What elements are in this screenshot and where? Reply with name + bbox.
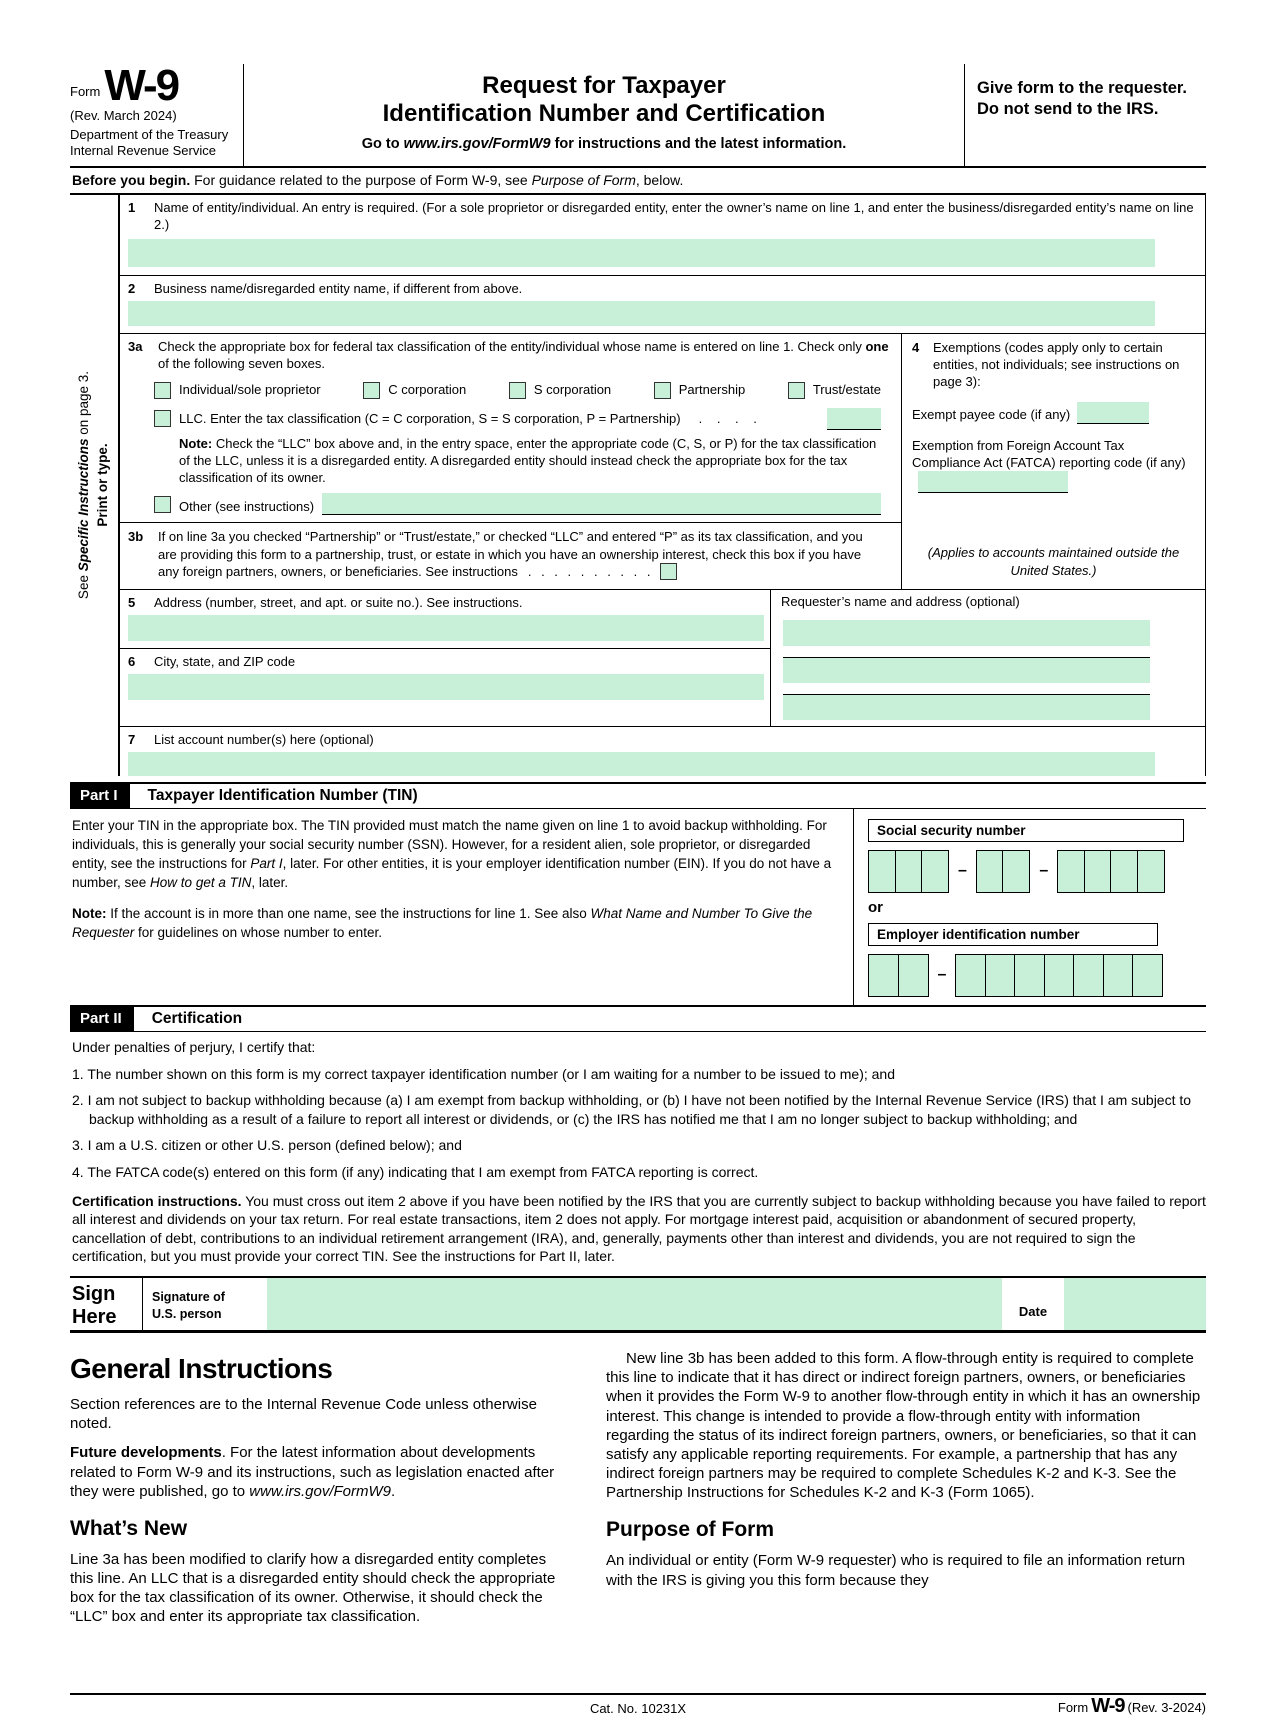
ssn-dash: – (958, 862, 967, 880)
page-title: Request for Taxpayer Identification Number and Certification (382, 72, 826, 127)
option-trust-estate: Trust/estate (788, 381, 881, 398)
ein-boxes (868, 954, 1200, 997)
signature-row (70, 1276, 1206, 1333)
line-5-row (120, 590, 770, 649)
ssn-digit-cell[interactable] (921, 850, 949, 893)
applies-note: (Applies to accounts maintained outside the United States.) (927, 545, 1180, 578)
form-body (70, 195, 1206, 776)
ein-digit-cell[interactable] (955, 954, 986, 997)
exemptions-column (902, 334, 1205, 589)
ein-digit-cell[interactable] (868, 954, 899, 997)
line-number: 2 (128, 281, 136, 296)
business-name-input[interactable] (128, 301, 1155, 326)
line-number: 4 (912, 340, 920, 356)
checkbox-llc[interactable] (154, 410, 171, 427)
line-5-label: Address (number, street, and apt. or suite no.). See instructions. (154, 594, 523, 610)
signature-input[interactable] (267, 1278, 1002, 1330)
line-7-row (120, 727, 1205, 776)
exempt-payee-label: Exempt payee code (if any) (912, 407, 1071, 423)
or-label: or (868, 898, 883, 916)
checkbox-trust-estate[interactable] (788, 382, 805, 399)
part2-title: Certification (151, 1009, 243, 1027)
instructions-left-column (70, 1349, 572, 1637)
requester-column (770, 590, 1205, 726)
line-6-label: City, state, and ZIP code (154, 653, 296, 669)
exemptions-label: Exemptions (codes apply only to certain entities, not individuals; see instructions on page 3): (933, 340, 1180, 390)
ein-digit-cell[interactable] (1103, 954, 1134, 997)
option-partnership: Partnership (654, 381, 745, 398)
part1-text (70, 809, 854, 1005)
line-number: 6 (128, 653, 136, 669)
date-input[interactable] (1064, 1278, 1206, 1330)
line-1-row (120, 195, 1205, 276)
certification-item-1: 1. The number shown on this form is my correct taxpayer identification number (or I am waiting for a number to be issued to me); and (72, 1065, 896, 1082)
other-row (154, 493, 881, 515)
line-7-label: List account number(s) here (optional) (154, 731, 374, 747)
certification-item-3: 3. I am a U.S. citizen or other U.S. person (defined below); and (72, 1137, 462, 1154)
line-3-row (120, 334, 1205, 590)
tin-note: Note: If the account is in more than one name, see the instructions for line 1. See also What Name and Number To Give the Requester for guidelines on whose number to enter. (72, 906, 813, 941)
future-developments-paragraph: Future developments. For the latest information about developments related to Form W-9 and its instructions, such as legislation enacted after they were published, go to www.irs.gov/FormW9. (70, 1444, 555, 1500)
ssn-boxes (868, 850, 1200, 893)
w9-form-page (70, 0, 1206, 1729)
general-instructions-title: General Instructions (70, 1352, 333, 1384)
print-or-type-label: Print or type. (95, 443, 110, 527)
line-1-label: Name of entity/individual. An entry is required. (For a sole proprietor or disregarded entity, enter the owner’s name on line 1, and enter the business/disregarded entity’s name on line 2.) (154, 199, 1194, 232)
other-classification-input[interactable] (322, 493, 881, 515)
ein-digit-cell[interactable] (985, 954, 1016, 997)
line-2-row (120, 276, 1205, 334)
irs-url-link[interactable]: www.irs.gov/FormW9 (403, 136, 551, 153)
line-3a-label: Check the appropriate box for federal tax classification of the entity/individual whose name is entered on line 1. Check only one of the following seven boxes. (158, 339, 889, 372)
fatca-row (912, 437, 1195, 493)
catalog-number: Cat. No. 10231X (589, 1700, 687, 1716)
ein-digit-cell[interactable] (1132, 954, 1163, 997)
purpose-paragraph: An individual or entity (Form W-9 requester) who is required to file an information return with the IRS is giving you this form because they (606, 1552, 1186, 1589)
fatca-label: Exemption from Foreign Account Tax Compliance Act (FATCA) reporting code (if any) (912, 437, 1186, 470)
exempt-payee-row (912, 402, 1195, 424)
option-individual: Individual/sole proprietor (154, 381, 321, 398)
line-3a-section (120, 334, 901, 515)
goto-line: Go to www.irs.gov/FormW9 for instructions and the latest information. (361, 136, 847, 153)
tin-entry-area (854, 809, 1206, 1005)
line-3b-section (120, 522, 901, 589)
ssn-digit-cell[interactable] (1137, 850, 1165, 893)
fatca-code-input[interactable] (918, 471, 1068, 493)
ssn-digit-cell[interactable] (1002, 850, 1030, 893)
ein-dash: – (937, 966, 947, 984)
part2-tag: Part II (70, 1007, 134, 1031)
dot-leader: . . . . (698, 411, 757, 427)
address-column (120, 590, 770, 726)
other-label: Other (see instructions) (179, 498, 315, 514)
checkbox-c-corporation[interactable] (363, 382, 380, 399)
give-form-box: Give form to the requester. Do not send to the IRS. (964, 64, 1206, 166)
ssn-digit-cell[interactable] (976, 850, 1004, 893)
requester-address-input[interactable] (783, 657, 1150, 683)
before-you-begin: Before you begin. For guidance related to the purpose of Form W-9, see Purpose of Form, below. (70, 168, 1206, 195)
whats-new-paragraph: Line 3a has been modified to clarify how a disregarded entity completes this line. An LLC that is a disregarded entity should check the appropriate box for the tax classification of its owner. Otherwise, it should check the “LLC” box and enter its appropriate tax classification. (70, 1550, 556, 1626)
line-number: 7 (128, 731, 136, 747)
option-c-corporation: C corporation (363, 381, 466, 398)
ssn-dash: – (1039, 862, 1049, 880)
ein-digit-cell[interactable] (1014, 954, 1045, 997)
form-header (70, 61, 1206, 168)
sign-here-label: Sign Here (70, 1278, 143, 1330)
certification-instructions: Certification instructions. You must cross out item 2 above if you have been notified by the IRS that you are currently subject to backup withholding because you have failed to report all interest and dividends on your tax return. For real estate transactions, item 2 does not apply. For mortgage interest paid, acquisition or abandonment of secured property, cancellation of debt, contributions to an individual retirement arrangement (IRA), and, generally, payments other than interest and dividends, you are not required to sign the certification, but you must provide your correct TIN. See the instructions for Part II, later. (72, 1192, 1206, 1265)
city-state-zip-input[interactable] (128, 674, 764, 700)
exempt-payee-code-input[interactable] (1077, 402, 1149, 424)
general-instructions (70, 1349, 1206, 1637)
ssn-label: Social security number (868, 819, 1184, 842)
tin-paragraph: Enter your TIN in the appropriate box. The TIN provided must match the name given on line 1 to avoid backup withholding. For individuals, this is generally your social security number (SSN). However, for a resident alien, sole proprietor, or disregarded entity, see the instructions for Part I, later. For other entities, it is your employer identification number (EIN). If you do not have a number, see How to get a TIN, later. (72, 817, 832, 890)
revision-date: (Rev. March 2024) (70, 108, 177, 124)
ein-digit-cell[interactable] (898, 954, 929, 997)
form-title-block (244, 64, 964, 166)
requester-address-input-2[interactable] (783, 694, 1150, 720)
section-references-paragraph: Section references are to the Internal Revenue Code unless otherwise noted. (70, 1395, 537, 1433)
date-label: Date (1018, 1303, 1048, 1319)
address-rows (120, 590, 1205, 727)
checkbox-s-corporation[interactable] (509, 382, 526, 399)
checkbox-individual-sole-proprietor[interactable] (154, 382, 171, 399)
footer-form-id: Form W-9 (Rev. 3-2024) (1057, 1694, 1206, 1717)
requester-label: Requester’s name and address (optional) (781, 593, 1020, 609)
department-treasury: Department of the Treasury (70, 127, 229, 143)
purpose-of-form-title: Purpose of Form (606, 1518, 775, 1542)
checkbox-other[interactable] (154, 496, 171, 513)
dot-leader: . . . . . . . . . . (527, 564, 651, 580)
see-specific-instructions-label: See Specific Instructions on page 3. (76, 371, 92, 600)
whats-new-title: What’s New (70, 1516, 188, 1540)
llc-label: LLC. Enter the tax classification (C = C corporation, S = S corporation, P = Partnership) (179, 411, 681, 427)
line-3b-label: If on line 3a you checked “Partnership” or “Trust/estate,” or checked “LLC” and entered “P” as its tax classification, and you are providing this form to a partnership, trust, or estate in which you have an ownership interest, check this box if you have any foreign partners, owners, or beneficiaries. See instructions . . . . . . . . . . (158, 529, 863, 580)
llc-classification-input[interactable] (827, 408, 881, 430)
line-3b-paragraph: New line 3b has been added to this form. A flow-through entity is required to complete this line to indicate that it has direct or indirect foreign partners, owners, or beneficiaries when it provides the Form W-9 to another flow-through entity in which it has an ownership interest. This change is intended to provide a flow-through entity with information regarding the status of its indirect foreign partners, owners, or beneficiaries, so that it can satisfy any applicable reporting requirements. For example, a partnership that has any indirect foreign partners may be required to complete Schedules K-2 and K-3. See the Partnership Instructions for Schedules K-2 and K-3 (Form 1065). (606, 1349, 1201, 1502)
ein-label: Employer identification number (868, 923, 1158, 946)
part1-content (70, 809, 1206, 1005)
ssn-digit-cell[interactable] (1084, 850, 1112, 893)
form-id-block (70, 61, 244, 166)
ssn-digit-cell[interactable] (895, 850, 923, 893)
line-number: 5 (128, 594, 136, 610)
ssn-digit-cell[interactable] (1110, 850, 1138, 893)
ssn-digit-cell[interactable] (868, 850, 896, 893)
form-number: W-9 (104, 61, 179, 110)
ssn-digit-cell[interactable] (1057, 850, 1085, 893)
name-input[interactable] (128, 239, 1155, 267)
signature-of-label: Signature of U.S. person (152, 1289, 225, 1321)
internal-revenue-service: Internal Revenue Service (70, 143, 216, 159)
page-footer (70, 1693, 1206, 1729)
llc-row (154, 408, 881, 430)
line-6-row (120, 649, 770, 700)
llc-note: Note: Check the “LLC” box above and, in the entry space, enter the appropriate code (C, S, or P) for the tax classification of the LLC, unless it is a disregarded entity. A disregarded entity should instead check the appropriate box for the tax classification of its owner. (179, 435, 877, 485)
part1-header (70, 782, 1206, 809)
line-number: 3a (128, 339, 143, 355)
option-s-corporation: S corporation (509, 381, 611, 398)
certification-item-2: 2. I am not subject to backup withholding because (a) I am exempt from backup withholding, or (b) I have not been notified by the Internal Revenue Service (IRS) that I am subject to backup withholding as a result of a failure to report all interest or dividends, or (c) the IRS has notified me that I am no longer subject to backup withholding; and (72, 1092, 1192, 1127)
ein-digit-cell[interactable] (1044, 954, 1075, 997)
line-number: 3b (128, 529, 144, 545)
part1-title: Taxpayer Identification Number (TIN) (147, 786, 418, 804)
checkbox-partnership[interactable] (654, 382, 671, 399)
certification-intro: Under penalties of perjury, I certify that: (72, 1038, 316, 1055)
checkbox-3b-foreign-partners[interactable] (660, 563, 677, 580)
irs-url-link[interactable]: www.irs.gov/FormW9 (249, 1482, 391, 1500)
part2-content (70, 1032, 1206, 1276)
part1-tag: Part I (70, 784, 130, 808)
tax-classification-column (120, 334, 902, 589)
ein-digit-cell[interactable] (1073, 954, 1104, 997)
account-numbers-input[interactable] (128, 752, 1155, 776)
part2-header (70, 1005, 1206, 1032)
department-line (70, 127, 235, 160)
form-word: Form (70, 84, 101, 100)
requester-name-input[interactable] (783, 620, 1150, 646)
line-number: 1 (128, 199, 136, 215)
print-or-type-sidebar (70, 195, 118, 776)
line-2-label: Business name/disregarded entity name, if different from above. (154, 281, 523, 296)
classification-checkbox-row (154, 381, 881, 398)
instructions-right-column (606, 1349, 1206, 1637)
form-fields-table (118, 195, 1206, 776)
certification-item-4: 4. The FATCA code(s) entered on this form (if any) indicating that I am exempt from FATCA reporting is correct. (72, 1163, 759, 1180)
address-input[interactable] (128, 615, 764, 641)
